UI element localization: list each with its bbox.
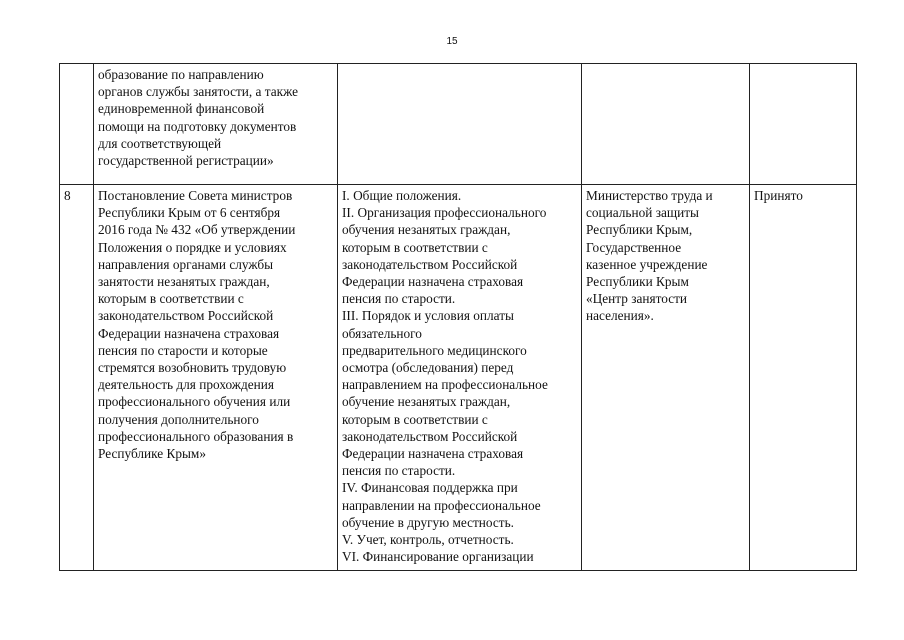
text-line: Федерации назначена страховая — [342, 446, 524, 462]
text-line: занятости незанятых граждан, — [98, 274, 270, 290]
table-row — [60, 64, 857, 185]
document-table — [59, 63, 857, 571]
text-line: законодательством Российской — [98, 308, 274, 324]
cell-status — [750, 64, 857, 185]
cell-status — [750, 185, 857, 571]
text-line: профессионального обучения или — [98, 394, 291, 410]
text-line: пенсия по старости. — [342, 463, 456, 479]
cell-number — [60, 64, 94, 185]
text-line: законодательством Российской — [342, 256, 518, 272]
text-line: Государственное — [586, 239, 682, 255]
text-line: Постановление Совета министров — [98, 188, 293, 203]
text-line: III. Порядок и условия оплаты — [342, 308, 514, 324]
cell-organization — [582, 185, 750, 571]
text-line: которым в соответствии с — [342, 411, 488, 427]
text-line: «Центр занятости — [586, 291, 688, 307]
text-line: II. Организация профессионального — [342, 205, 547, 221]
text-line: Республике Крым» — [98, 446, 206, 462]
text-line: Положения о порядке и условиях — [98, 239, 287, 255]
text-line: Федерации назначена страховая — [98, 325, 280, 341]
text-line: которым в соответствии с — [342, 239, 488, 255]
cell-number: 8 — [60, 185, 94, 571]
text-line: профессионального образования в — [98, 428, 294, 444]
text-line: I. Общие положения. — [342, 188, 462, 203]
status-text: Принято — [754, 188, 803, 203]
text-line: направлением на профессиональное — [342, 377, 548, 393]
text-line: предварительного медицинского — [342, 342, 527, 358]
cell-document — [94, 185, 338, 571]
cell-organization — [582, 64, 750, 185]
cell-document — [94, 64, 338, 185]
text-line: получения дополнительного — [98, 411, 259, 427]
text-line: обучение в другую местность. — [342, 514, 515, 530]
text-line: обучение незанятых граждан, — [342, 394, 511, 410]
text-line: IV. Финансовая поддержка при — [342, 480, 518, 496]
text-line: которым в соответствии с — [98, 291, 244, 307]
text-line: Республики Крым — [586, 274, 689, 290]
text-line: образование по направлению — [98, 67, 264, 82]
text-line: обязательного — [342, 325, 422, 341]
table-row — [60, 185, 857, 571]
text-line: государственной регистрации» — [98, 153, 274, 169]
page-number: 15 — [446, 36, 458, 47]
text-line: 2016 года № 432 «Об утверждении — [98, 222, 296, 238]
text-line: помощи на подготовку документов — [98, 118, 297, 134]
text-line: направления органами службы — [98, 256, 274, 272]
cell-sections — [338, 64, 582, 185]
text-line: законодательством Российской — [342, 428, 518, 444]
text-line: Министерство труда и — [586, 188, 713, 203]
text-line: Республики Крым, — [586, 222, 693, 238]
text-line: для соответствующей — [98, 135, 222, 151]
text-line: деятельность для прохождения — [98, 377, 274, 393]
cell-sections — [338, 185, 582, 571]
text-line: стремятся возобновить трудовую — [98, 360, 287, 376]
text-line: населения». — [586, 308, 654, 324]
text-line: VI. Финансирование организации — [342, 549, 534, 565]
text-line: социальной защиты — [586, 205, 699, 221]
text-line: Республики Крым от 6 сентября — [98, 205, 281, 221]
text-line: пенсия по старости и которые — [98, 342, 268, 358]
text-line: осмотра (обследования) перед — [342, 360, 514, 376]
text-line: единовременной финансовой — [98, 101, 265, 117]
text-line: направлении на профессиональное — [342, 497, 541, 513]
text-line: пенсия по старости. — [342, 291, 456, 307]
text-line: казенное учреждение — [586, 256, 708, 272]
text-line: обучения незанятых граждан, — [342, 222, 511, 238]
text-line: органов службы занятости, а также — [98, 84, 299, 100]
text-line: V. Учет, контроль, отчетность. — [342, 532, 514, 548]
text-line: Федерации назначена страховая — [342, 274, 524, 290]
